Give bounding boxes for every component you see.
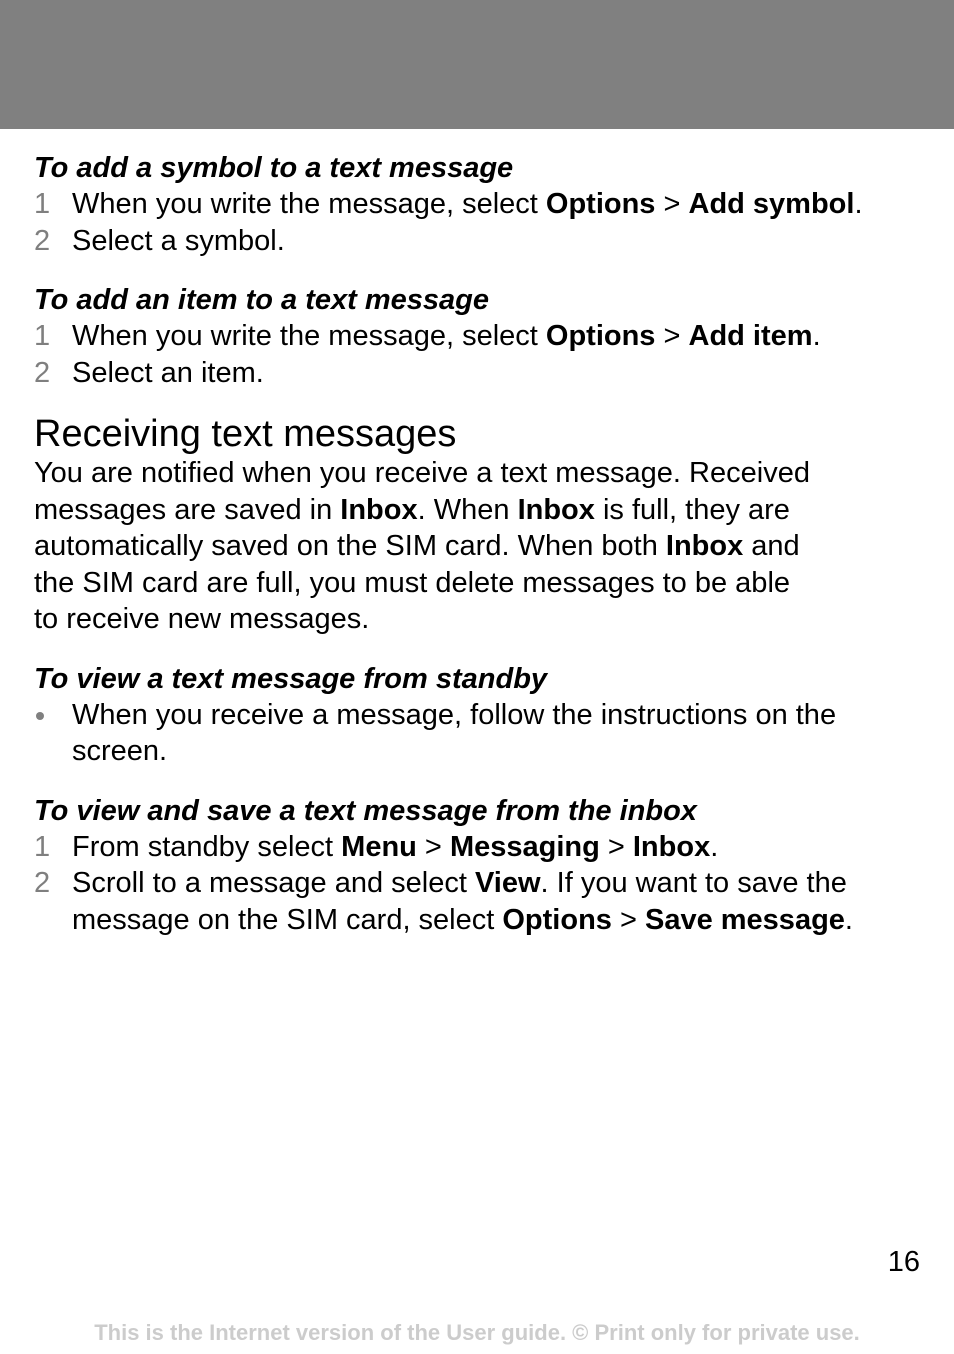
text-run: and [743,530,800,562]
text-run: automatically saved on the SIM card. When both [34,530,666,562]
paragraph-line [34,565,934,602]
spacer [34,391,934,413]
text-run: the SIM card are full, you must delete messages to be able [34,566,791,599]
step-text: Select an item. [72,356,264,389]
menu-term-save-message: Save message [644,903,845,936]
menu-term-view: View [474,867,541,899]
step-number: 2 [34,867,51,899]
step-item [34,223,934,260]
step-item [34,186,934,223]
paragraph-line [34,455,934,492]
step-text-end: . [812,320,821,352]
paragraph-line [34,492,934,529]
bullet-dot-icon [36,712,44,720]
page-number: 16 [887,1246,920,1278]
step-number: 2 [34,224,51,257]
steps-view-inbox [34,829,934,939]
menu-separator: > [611,903,645,936]
heading-add-item: To add an item to a text message [34,284,489,316]
menu-term-inbox: Inbox [340,493,418,526]
step-text: message on the SIM card, select [72,903,503,936]
menu-term-add-item: Add item [688,320,813,352]
bullet-item [34,697,934,770]
step-item [34,865,934,938]
menu-term-inbox: Inbox [517,493,595,526]
bullet-text: When you receive a message, follow the instructions on the [72,698,837,731]
step-number: 1 [34,188,51,220]
menu-separator: > [655,188,689,220]
menu-separator: > [655,320,689,352]
step-text: Scroll to a message and select [72,867,475,899]
menu-term-inbox: Inbox [665,530,744,562]
menu-term-inbox: Inbox [632,830,711,863]
step-text: . If you want to save the [540,867,847,899]
step-text: From standby select [72,830,342,863]
bullet-text-cont: screen. [72,735,168,767]
footer-notice: This is the Internet version of the User guide. © Print only for private use. [94,1320,860,1345]
menu-term-add-symbol: Add symbol [688,188,855,220]
menu-term-menu: Menu [341,830,417,863]
receiving-paragraph [34,455,934,638]
heading-add-symbol: To add a symbol to a text message [34,152,514,184]
heading-view-standby: To view a text message from standby [34,662,548,695]
spacer [34,259,934,282]
step-number: 2 [34,356,51,389]
menu-separator: > [416,830,450,863]
steps-add-symbol [34,186,934,259]
step-text-end: . [854,188,863,220]
menu-term-options: Options [545,320,656,352]
menu-separator: > [599,830,633,863]
step-text-end: . [844,903,853,936]
heading-view-inbox: To view and save a text message from the inbox [34,794,697,827]
steps-add-item [34,318,934,391]
step-item [34,829,934,866]
step-text: When you write the message, select [72,188,546,220]
step-number: 1 [34,320,51,352]
page-content [34,150,934,938]
text-run: to receive new messages. [34,603,370,635]
menu-term-messaging: Messaging [449,830,600,863]
spacer [34,770,934,793]
section-title-receiving: Receiving text messages [34,413,457,455]
step-item [34,318,934,355]
step-text: Select a symbol. [72,224,285,257]
text-run: You are notified when you receive a text message. Received [34,457,810,489]
text-run: is full, they are [594,493,790,526]
step-item [34,355,934,392]
top-header-band [0,0,954,129]
step-text-end: . [710,830,719,863]
text-run: . When [417,493,518,526]
menu-term-options: Options [502,903,612,936]
paragraph-line [34,601,934,638]
spacer [34,638,934,661]
step-number: 1 [34,830,51,863]
step-text: When you write the message, select [72,320,546,352]
menu-term-options: Options [545,188,656,220]
paragraph-line [34,528,934,565]
text-run: messages are saved in [34,493,341,526]
bullets-view-standby [34,697,934,770]
